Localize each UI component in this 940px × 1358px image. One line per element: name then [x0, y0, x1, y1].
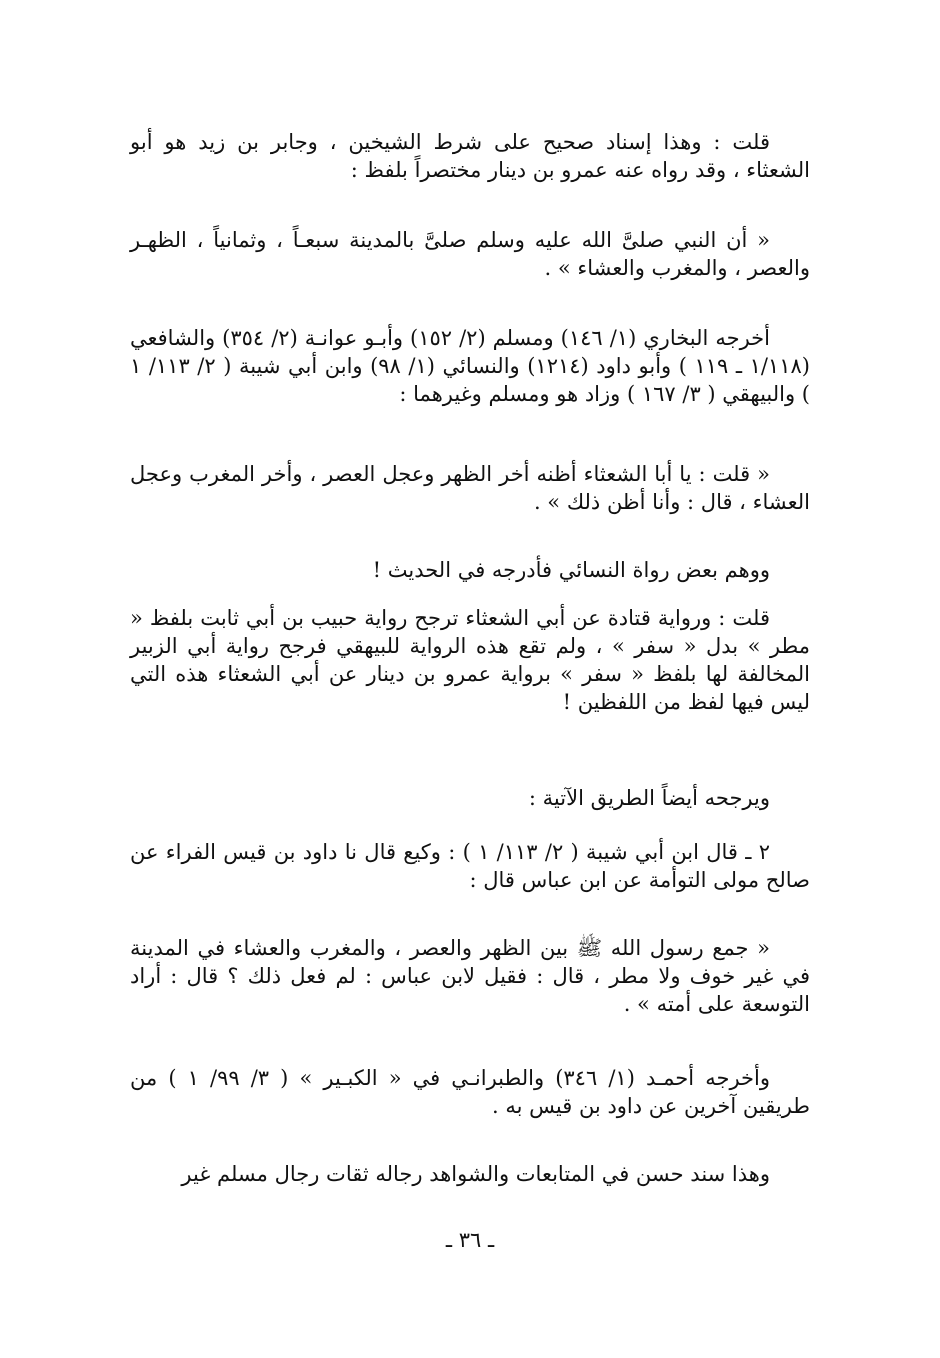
paragraph-abu-shatha-quote: « قلت : يا أبا الشعثاء أظنه أخر الظهر وعجل العصر ، وأخر المغرب وعجل العشاء ، قال : وأنا أظن ذلك » . — [130, 462, 810, 514]
paragraph-ibn-abbas-quote: « جمع رسول الله ﷺ بين الظهر والعصر ، والمغرب والعشاء في المدينة في غير خوف ولا مطر ، قال : فقيل لابن عباس : لم فعل ذلك ؟ قال : أراد التوسعة على أمته » . — [130, 936, 810, 1016]
page-number: ـ ٣٦ ـ — [445, 1228, 495, 1252]
paragraph-ibn-abi-shayba: ٢ ـ قال ابن أبي شيبة ( ٢/ ١١٣/ ١ ) : وكيع قال نا داود بن قيس الفراء عن صالح مولى التوأمة عن ابن عباس قال : — [130, 840, 810, 892]
paragraph-isnad-note: قلت : وهذا إسناد صحيح على شرط الشيخين ، وجابر بن زيد هو أبو الشعثاء ، وقد رواه عنه عمرو بن دينار مختصراً بلفظ : — [130, 130, 810, 182]
paragraph-ahmad-tabarani: وأخرجه أحمـد (١/ ٣٤٦) والطبرانـي في « الكبـير » ( ٣/ ٩٩/ ١ ) من طريقين آخرين عن داود بن قيس به . — [130, 1066, 810, 1118]
paragraph-qatada-riwaya: قلت : ورواية قتادة عن أبي الشعثاء ترجح رواية حبيب بن أبي ثابت بلفظ « مطر » بدل « سفر » ، ولم تقع هذه الرواية للبيهقي فرجح رواية أبي الزبير المخالفة لها بلفظ « سفر » برواية عمرو بن دينار عن أبي الشعثاء هذه التي ليس فيها لفظ من اللفظين ! — [130, 606, 810, 714]
paragraph-sanad-hasan: وهذا سند حسن في المتابعات والشواهد رجاله ثقات رجال مسلم غير — [181, 1162, 770, 1186]
paragraph-hadith-quote: « أن النبي صلىَّ الله عليه وسلم صلىَّ بالمدينة سبعـاً ، وثمانياً ، الظهـر والعصر ، والمغرب والعشاء » . — [130, 228, 810, 280]
paragraph-nasai-note: ووهم بعض رواة النسائي فأدرجه في الحديث ! — [372, 558, 770, 582]
paragraph-takhrij: أخرجه البخاري (١/ ١٤٦) ومسلم (٢/ ١٥٢) وأبـو عوانـة (٢/ ٣٥٤) والشافعي (١/١١٨ ـ ١١٩ ) وأبو داود (١٢١٤) والنسائي (١/ ٩٨) وابن أبي شيبة ( ٢/ ١١٣/ ١ ) والبيهقي ( ٣/ ١٦٧ ) وزاد هو ومسلم وغيرهما : — [130, 326, 810, 406]
paragraph-tariq-intro: ويرجحه أيضاً الطريق الآتية : — [528, 786, 770, 810]
